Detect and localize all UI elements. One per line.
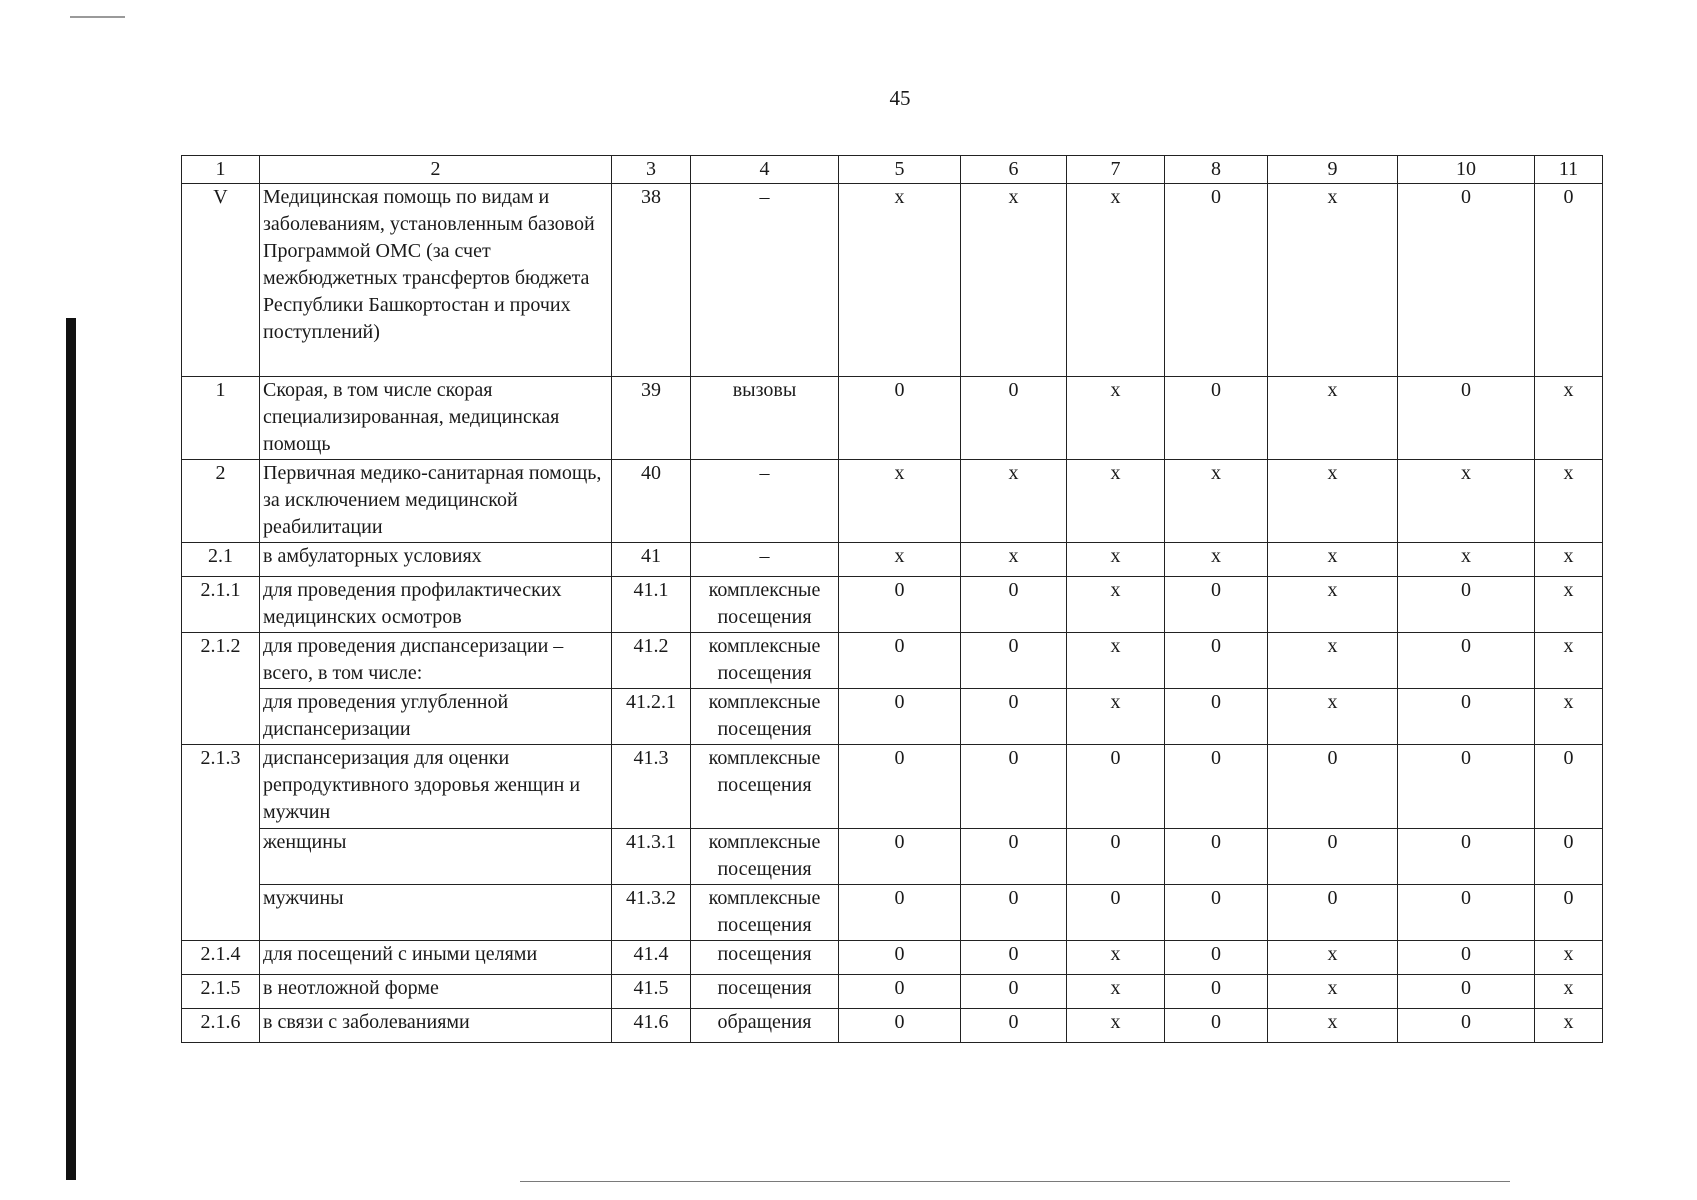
- column-header: 6: [961, 156, 1067, 184]
- value-cell: х: [1268, 1009, 1398, 1043]
- row-unit-cell: комплексные посещения: [691, 577, 839, 633]
- row-code-cell: 39: [612, 377, 691, 460]
- value-cell: 0: [1398, 745, 1535, 829]
- row-code-cell: 41.1: [612, 577, 691, 633]
- row-unit-cell: посещения: [691, 975, 839, 1009]
- value-cell: 0: [1535, 829, 1603, 885]
- table-row: [182, 633, 1603, 689]
- value-cell: 0: [961, 829, 1067, 885]
- value-cell: х: [1268, 975, 1398, 1009]
- row-name-cell: в неотложной форме: [260, 975, 612, 1009]
- value-cell: 0: [961, 1009, 1067, 1043]
- value-cell: х: [1268, 460, 1398, 543]
- value-cell: х: [1268, 689, 1398, 745]
- value-cell: 0: [1165, 1009, 1268, 1043]
- row-code-cell: 41.2.1: [612, 689, 691, 745]
- value-cell: х: [1067, 184, 1165, 377]
- value-cell: 0: [839, 885, 961, 941]
- table-row: [182, 745, 1603, 829]
- table-row: [182, 689, 1603, 745]
- row-name-cell: Медицинская помощь по видам и заболеваниям, установленным базовой Программой ОМС (за счет межбюджетных трансфертов бюджета Республики Башкортостан и прочих поступлений): [260, 184, 612, 377]
- value-cell: х: [961, 543, 1067, 577]
- column-header: 11: [1535, 156, 1603, 184]
- column-header: 4: [691, 156, 839, 184]
- row-code-cell: 41.3.2: [612, 885, 691, 941]
- value-cell: 0: [1268, 829, 1398, 885]
- table-header-row: [182, 156, 1603, 184]
- value-cell: 0: [1398, 1009, 1535, 1043]
- row-unit-cell: комплексные посещения: [691, 829, 839, 885]
- row-number-cell: 2.1: [182, 543, 260, 577]
- value-cell: 0: [839, 975, 961, 1009]
- value-cell: х: [1268, 184, 1398, 377]
- value-cell: 0: [1067, 829, 1165, 885]
- column-header: 8: [1165, 156, 1268, 184]
- value-cell: 0: [1165, 184, 1268, 377]
- value-cell: х: [1067, 543, 1165, 577]
- row-code-cell: 41.5: [612, 975, 691, 1009]
- row-code-cell: 41.4: [612, 941, 691, 975]
- value-cell: х: [1165, 460, 1268, 543]
- value-cell: 0: [1165, 885, 1268, 941]
- scan-mark-top: [70, 16, 125, 18]
- table-row: [182, 829, 1603, 885]
- value-cell: 0: [1398, 975, 1535, 1009]
- value-cell: 0: [1268, 745, 1398, 829]
- value-cell: 0: [839, 941, 961, 975]
- value-cell: х: [1535, 543, 1603, 577]
- row-unit-cell: вызовы: [691, 377, 839, 460]
- value-cell: х: [1535, 577, 1603, 633]
- scan-line-bottom: [520, 1181, 1510, 1182]
- row-name-cell: женщины: [260, 829, 612, 885]
- value-cell: 0: [1535, 184, 1603, 377]
- value-cell: х: [1535, 460, 1603, 543]
- value-cell: х: [839, 460, 961, 543]
- value-cell: 0: [839, 829, 961, 885]
- value-cell: 0: [1398, 577, 1535, 633]
- row-unit-cell: посещения: [691, 941, 839, 975]
- value-cell: 0: [961, 689, 1067, 745]
- value-cell: х: [1535, 377, 1603, 460]
- row-code-cell: 40: [612, 460, 691, 543]
- value-cell: 0: [961, 941, 1067, 975]
- value-cell: 0: [839, 745, 961, 829]
- column-header: 3: [612, 156, 691, 184]
- value-cell: 0: [1398, 941, 1535, 975]
- row-unit-cell: комплексные посещения: [691, 633, 839, 689]
- row-name-cell: Скорая, в том числе скорая специализированная, медицинская помощь: [260, 377, 612, 460]
- value-cell: 0: [961, 885, 1067, 941]
- row-code-cell: 41: [612, 543, 691, 577]
- table-row: [182, 460, 1603, 543]
- value-cell: х: [1268, 941, 1398, 975]
- value-cell: х: [1067, 689, 1165, 745]
- value-cell: 0: [1535, 885, 1603, 941]
- value-cell: 0: [1165, 941, 1268, 975]
- value-cell: х: [1535, 689, 1603, 745]
- value-cell: х: [839, 184, 961, 377]
- column-header: 7: [1067, 156, 1165, 184]
- row-name-cell: диспансеризация для оценки репродуктивного здоровья женщин и мужчин: [260, 745, 612, 829]
- value-cell: 0: [961, 377, 1067, 460]
- value-cell: х: [1268, 633, 1398, 689]
- row-unit-cell: –: [691, 460, 839, 543]
- row-name-cell: в связи с заболеваниями: [260, 1009, 612, 1043]
- table-row: [182, 377, 1603, 460]
- row-code-cell: 41.3.1: [612, 829, 691, 885]
- row-unit-cell: –: [691, 543, 839, 577]
- value-cell: 0: [1165, 377, 1268, 460]
- value-cell: х: [1535, 1009, 1603, 1043]
- table-body: [182, 184, 1603, 1043]
- value-cell: 0: [839, 633, 961, 689]
- value-cell: 0: [1165, 745, 1268, 829]
- table-row: [182, 543, 1603, 577]
- value-cell: х: [1067, 377, 1165, 460]
- value-cell: х: [1535, 633, 1603, 689]
- value-cell: х: [1535, 941, 1603, 975]
- value-cell: 0: [1165, 577, 1268, 633]
- value-cell: 0: [1165, 633, 1268, 689]
- row-name-cell: в амбулаторных условиях: [260, 543, 612, 577]
- value-cell: х: [1165, 543, 1268, 577]
- value-cell: х: [1268, 377, 1398, 460]
- row-code-cell: 41.2: [612, 633, 691, 689]
- value-cell: 0: [1398, 885, 1535, 941]
- page-number: [0, 86, 1697, 111]
- value-cell: х: [1067, 460, 1165, 543]
- column-header: 5: [839, 156, 961, 184]
- row-code-cell: 41.3: [612, 745, 691, 829]
- value-cell: 0: [961, 975, 1067, 1009]
- row-name-cell: для проведения диспансеризации – всего, в том числе:: [260, 633, 612, 689]
- value-cell: х: [1067, 577, 1165, 633]
- value-cell: 0: [1398, 633, 1535, 689]
- value-cell: х: [1067, 1009, 1165, 1043]
- row-number-cell: V: [182, 184, 260, 377]
- row-number-cell: 1: [182, 377, 260, 460]
- row-unit-cell: обращения: [691, 1009, 839, 1043]
- table-row: [182, 975, 1603, 1009]
- value-cell: 0: [1535, 745, 1603, 829]
- table-row: [182, 1009, 1603, 1043]
- value-cell: 0: [839, 577, 961, 633]
- value-cell: х: [961, 184, 1067, 377]
- value-cell: 0: [1165, 829, 1268, 885]
- value-cell: х: [1535, 975, 1603, 1009]
- value-cell: 0: [961, 633, 1067, 689]
- table-row: [182, 184, 1603, 377]
- row-name-cell: мужчины: [260, 885, 612, 941]
- value-cell: х: [1398, 543, 1535, 577]
- row-number-cell: 2: [182, 460, 260, 543]
- value-cell: 0: [839, 689, 961, 745]
- value-cell: х: [1398, 460, 1535, 543]
- value-cell: 0: [1165, 975, 1268, 1009]
- data-table: [181, 155, 1603, 1043]
- column-header: 1: [182, 156, 260, 184]
- table-row: [182, 885, 1603, 941]
- page-number-text: 45: [889, 86, 911, 110]
- value-cell: 0: [1268, 885, 1398, 941]
- row-number-cell: 2.1.6: [182, 1009, 260, 1043]
- value-cell: 0: [1398, 184, 1535, 377]
- value-cell: 0: [1398, 377, 1535, 460]
- scan-edge-bar: [66, 318, 76, 1180]
- value-cell: х: [1067, 633, 1165, 689]
- row-number-cell: 2.1.1: [182, 577, 260, 633]
- column-header: 10: [1398, 156, 1535, 184]
- table-row: [182, 941, 1603, 975]
- value-cell: х: [1268, 543, 1398, 577]
- column-header: 9: [1268, 156, 1398, 184]
- row-name-cell: для посещений с иными целями: [260, 941, 612, 975]
- row-name-cell: Первичная медико-санитарная помощь, за исключением медицинской реабилитации: [260, 460, 612, 543]
- row-number-cell: 2.1.2: [182, 633, 260, 745]
- row-unit-cell: комплексные посещения: [691, 689, 839, 745]
- value-cell: х: [1067, 975, 1165, 1009]
- row-unit-cell: –: [691, 184, 839, 377]
- row-number-cell: 2.1.5: [182, 975, 260, 1009]
- value-cell: 0: [839, 377, 961, 460]
- column-header: 2: [260, 156, 612, 184]
- value-cell: 0: [1165, 689, 1268, 745]
- value-cell: 0: [1067, 745, 1165, 829]
- row-name-cell: для проведения профилактических медицинских осмотров: [260, 577, 612, 633]
- value-cell: 0: [1398, 829, 1535, 885]
- row-code-cell: 41.6: [612, 1009, 691, 1043]
- value-cell: 0: [961, 577, 1067, 633]
- value-cell: х: [1067, 941, 1165, 975]
- row-number-cell: 2.1.3: [182, 745, 260, 941]
- value-cell: 0: [1398, 689, 1535, 745]
- row-unit-cell: комплексные посещения: [691, 745, 839, 829]
- row-number-cell: 2.1.4: [182, 941, 260, 975]
- row-unit-cell: комплексные посещения: [691, 885, 839, 941]
- value-cell: 0: [961, 745, 1067, 829]
- value-cell: 0: [1067, 885, 1165, 941]
- table-row: [182, 577, 1603, 633]
- row-name-cell: для проведения углубленной диспансеризации: [260, 689, 612, 745]
- value-cell: 0: [839, 1009, 961, 1043]
- value-cell: х: [1268, 577, 1398, 633]
- value-cell: х: [961, 460, 1067, 543]
- row-code-cell: 38: [612, 184, 691, 377]
- value-cell: х: [839, 543, 961, 577]
